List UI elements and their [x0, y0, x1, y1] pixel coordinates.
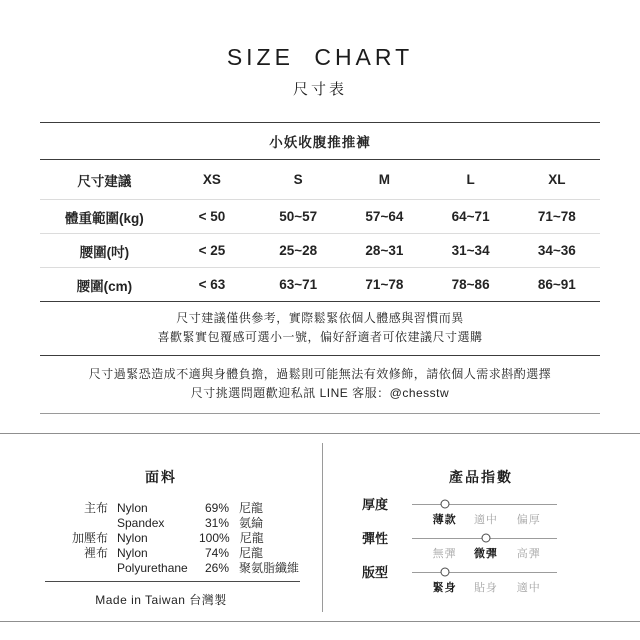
fabric-name-zh: 尼龍 — [239, 546, 264, 560]
row-label: 腰圍(cm) — [76, 278, 133, 294]
table-cell: 78~86 — [451, 277, 490, 292]
size-table — [40, 122, 600, 414]
slider-label: 版型 — [362, 565, 389, 580]
table-cell: 71~78 — [365, 277, 404, 292]
table-cell: 64~71 — [451, 209, 490, 224]
size-note-2 — [40, 356, 600, 414]
column-header: XL — [548, 172, 566, 187]
column-header: XS — [202, 172, 221, 187]
fabric-percent: 74% — [204, 546, 229, 560]
slider-option: 偏厚 — [516, 514, 541, 526]
fabric-material: Polyurethane — [117, 561, 188, 575]
section-divider-top — [0, 433, 640, 434]
fabric-percent: 69% — [204, 501, 229, 515]
size-note-1-line-1: 尺寸建議僅供參考，實際鬆緊依個人體感與習慣而異 — [176, 311, 464, 325]
column-header: 尺寸建議 — [77, 173, 132, 189]
table-cell: 31~34 — [451, 243, 490, 258]
size-note-2-line-2: 尺寸挑選問題歡迎私訊 LINE 客服：@chesstw — [190, 386, 450, 400]
indicator-slider — [412, 566, 557, 596]
product-index-section — [322, 443, 640, 600]
slider-option: 適中 — [473, 514, 498, 526]
size-note-1-line-2: 喜歡緊實包覆感可選小一號，偏好舒適者可依建議尺寸選購 — [157, 330, 483, 344]
page-subtitle: 尺寸表 — [292, 81, 347, 98]
slider-track — [412, 504, 557, 505]
fabric-name-zh: 尼龍 — [239, 531, 264, 545]
table-row — [40, 268, 600, 302]
fabric-part: 裡布 — [83, 546, 108, 560]
table-cell: 34~36 — [537, 243, 576, 258]
size-note-2-line-1: 尺寸過緊恐造成不適與身體負擔，過鬆則可能無法有效修飾，請依個人需求斟酌選擇 — [88, 367, 552, 381]
header — [0, 44, 640, 99]
column-header: S — [293, 172, 303, 187]
fabric-percent: 26% — [204, 561, 229, 575]
slider-option: 緊身 — [432, 582, 457, 594]
column-header: L — [466, 172, 475, 187]
fabric-row — [58, 516, 322, 531]
fabric-divider — [45, 581, 300, 582]
fabric-name-zh: 尼龍 — [239, 501, 264, 515]
product-name: 小妖收腹推推褲 — [40, 123, 600, 160]
fabric-name-zh: 聚氨脂纖維 — [239, 561, 300, 575]
fabric-percent: 31% — [204, 516, 229, 530]
fabric-material: Nylon — [117, 546, 148, 560]
fabric-row — [58, 501, 322, 516]
slider-option: 微彈 — [473, 548, 498, 560]
fabric-part — [58, 561, 108, 576]
table-cell: < 50 — [198, 209, 226, 224]
page-title: SIZE CHART — [226, 44, 414, 70]
table-cell: 57~64 — [365, 209, 404, 224]
indicator-slider — [412, 498, 557, 528]
table-cell: 50~57 — [279, 209, 318, 224]
table-row — [40, 234, 600, 268]
fabric-list — [58, 501, 322, 576]
slider-option: 貼身 — [473, 582, 498, 594]
slider-label: 彈性 — [362, 531, 389, 546]
fabric-part: 主布 — [83, 501, 108, 515]
fabric-material: Nylon — [117, 501, 148, 515]
table-cell: < 25 — [198, 243, 226, 258]
table-cell: 63~71 — [279, 277, 318, 292]
slider-row-fit — [362, 566, 640, 596]
fabric-section — [0, 443, 322, 608]
row-label: 體重範圍(kg) — [65, 210, 144, 226]
fabric-part — [58, 516, 108, 531]
column-header: M — [378, 172, 390, 187]
table-cell: 71~78 — [537, 209, 576, 224]
slider-track — [412, 572, 557, 573]
product-index-rows — [322, 498, 640, 596]
slider-knob — [440, 500, 449, 509]
fabric-row — [58, 561, 322, 576]
slider-knob — [481, 534, 490, 543]
slider-row-thickness — [362, 498, 640, 528]
row-label: 腰圍(吋) — [79, 244, 130, 260]
slider-label: 厚度 — [362, 497, 389, 512]
table-cell: < 63 — [198, 277, 226, 292]
size-note-1 — [40, 302, 600, 356]
fabric-row — [58, 531, 322, 546]
product-index-title: 產品指數 — [449, 469, 513, 485]
slider-knob — [440, 568, 449, 577]
fabric-percent: 100% — [199, 531, 230, 545]
fabric-row — [58, 546, 322, 561]
fabric-material: Nylon — [117, 531, 148, 545]
made-in-taiwan: Made in Taiwan 台灣製 — [95, 593, 227, 607]
table-cell: 25~28 — [279, 243, 318, 258]
fabric-title: 面料 — [145, 469, 177, 485]
slider-option: 無彈 — [432, 548, 457, 560]
fabric-name-zh: 氨綸 — [239, 516, 264, 530]
section-divider-bottom — [0, 621, 640, 622]
fabric-part: 加壓布 — [71, 531, 108, 545]
slider-option: 高彈 — [516, 548, 541, 560]
fabric-material: Spandex — [117, 516, 165, 530]
slider-option: 薄款 — [432, 514, 457, 526]
table-cell: 86~91 — [537, 277, 576, 292]
slider-row-elasticity — [362, 532, 640, 562]
table-cell: 28~31 — [365, 243, 404, 258]
indicator-slider — [412, 532, 557, 562]
table-row — [40, 200, 600, 234]
table-header-row — [40, 160, 600, 200]
slider-option: 適中 — [516, 582, 541, 594]
